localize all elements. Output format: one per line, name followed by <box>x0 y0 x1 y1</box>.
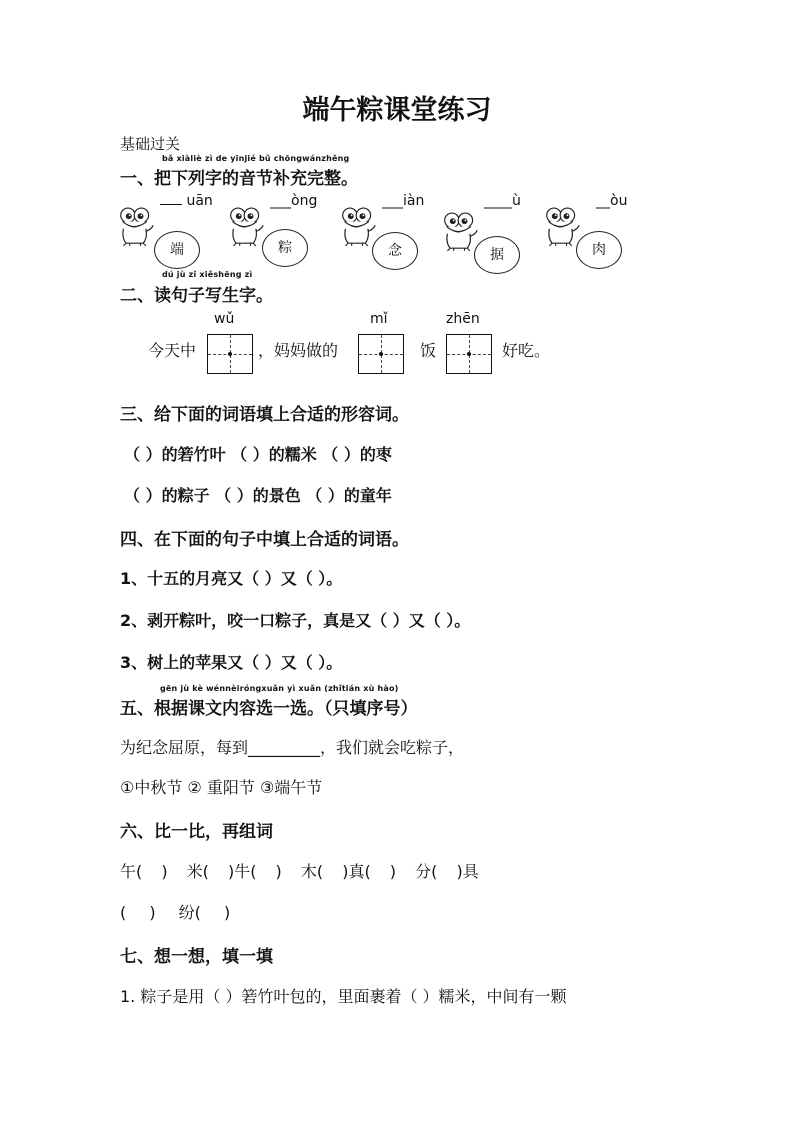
frog-icon <box>442 210 478 254</box>
char-bubble-5: 肉 <box>576 231 622 269</box>
s7-heading: 七、想一想，填一填 <box>120 947 273 967</box>
s4-heading: 四、在下面的句子中填上合适的词语。 <box>120 530 409 550</box>
s1-item-2-pinyin: ___òng <box>270 193 318 209</box>
s2-heading: 二、读句子写生字。 <box>120 286 273 306</box>
frog-icon <box>228 205 264 249</box>
s4-question-3: 3、树上的苹果又（ ）又（ ）。 <box>120 653 343 672</box>
level-label: 基础过关 <box>120 135 181 153</box>
char-bubble-3: 念 <box>372 232 418 270</box>
s2-pinyin-2: mǐ <box>370 311 388 327</box>
s1-heading: 一、把下列字的音节补充完整。 <box>120 169 358 189</box>
writing-grid-1[interactable] <box>207 334 253 374</box>
s7-question-1: 1. 粽子是用（ ）箬竹叶包的，里面裹着（ ）糯米，中间有一颗 <box>120 987 567 1006</box>
char-bubble-4: 据 <box>474 236 520 274</box>
s2-text-1: 今天中 <box>148 341 197 360</box>
writing-grid-2[interactable] <box>358 334 404 374</box>
s4-question-2: 2、剥开粽叶，咬一口粽子，真是又（ ）又（ ）。 <box>120 611 471 630</box>
s1-item-1-pinyin: uān <box>160 193 213 209</box>
s3-row-2: （ ）的粽子 （ ）的景色 （ ）的童年 <box>124 486 392 505</box>
s5-options: ①中秋节 ② 重阳节 ③端午节 <box>120 778 323 797</box>
s6-row-1: 午( ) 米( )牛( ) 木( )真( ) 分( )具 <box>120 862 479 881</box>
s6-heading: 六、比一比，再组词 <box>120 822 273 842</box>
s6-row-2: ( ) 纷( ) <box>120 903 231 922</box>
char-bubble-2: 粽 <box>262 229 308 267</box>
writing-grid-3[interactable] <box>446 334 492 374</box>
worksheet-title: 端午粽课堂练习 <box>302 95 492 126</box>
char-bubble-1: 端 <box>154 231 200 269</box>
s1-item-4-pinyin: ____ù <box>484 193 521 209</box>
s2-text-2: ，妈妈做的 <box>258 341 339 360</box>
s5-heading: 五、根据课文内容选一选。（只填序号） <box>120 699 418 719</box>
s1-pinyin: bǎ xiàliè zì de yīnjié bǔ chōngwánzhěng <box>162 154 350 163</box>
s3-row-1: （ ）的箬竹叶 （ ）的糯米 （ ）的枣 <box>124 445 392 464</box>
s2-text-3: 饭 <box>420 341 437 360</box>
s2-pinyin: dú jù zǐ xiěshēng zì <box>162 270 253 279</box>
frog-icon <box>544 205 580 249</box>
s5-pinyin: gēn jù kè wénnèiróngxuǎn yì xuǎn (zhǐtián xù hào) <box>160 684 399 693</box>
s1-item-5-pinyin: __òu <box>596 193 628 209</box>
s2-pinyin-1: wǔ <box>214 311 235 327</box>
s5-sentence: 为纪念屈原，每到_________，我们就会吃粽子， <box>120 738 465 757</box>
s1-item-3-pinyin: ___iàn <box>382 193 425 209</box>
frog-icon <box>340 205 376 249</box>
s3-heading: 三、给下面的词语填上合适的形容词。 <box>120 405 409 425</box>
s4-question-1: 1、十五的月亮又（ ）又（ ）。 <box>120 569 343 588</box>
s2-text-4: 好吃。 <box>502 341 551 360</box>
frog-icon <box>118 205 154 249</box>
s2-pinyin-3: zhēn <box>446 311 480 327</box>
